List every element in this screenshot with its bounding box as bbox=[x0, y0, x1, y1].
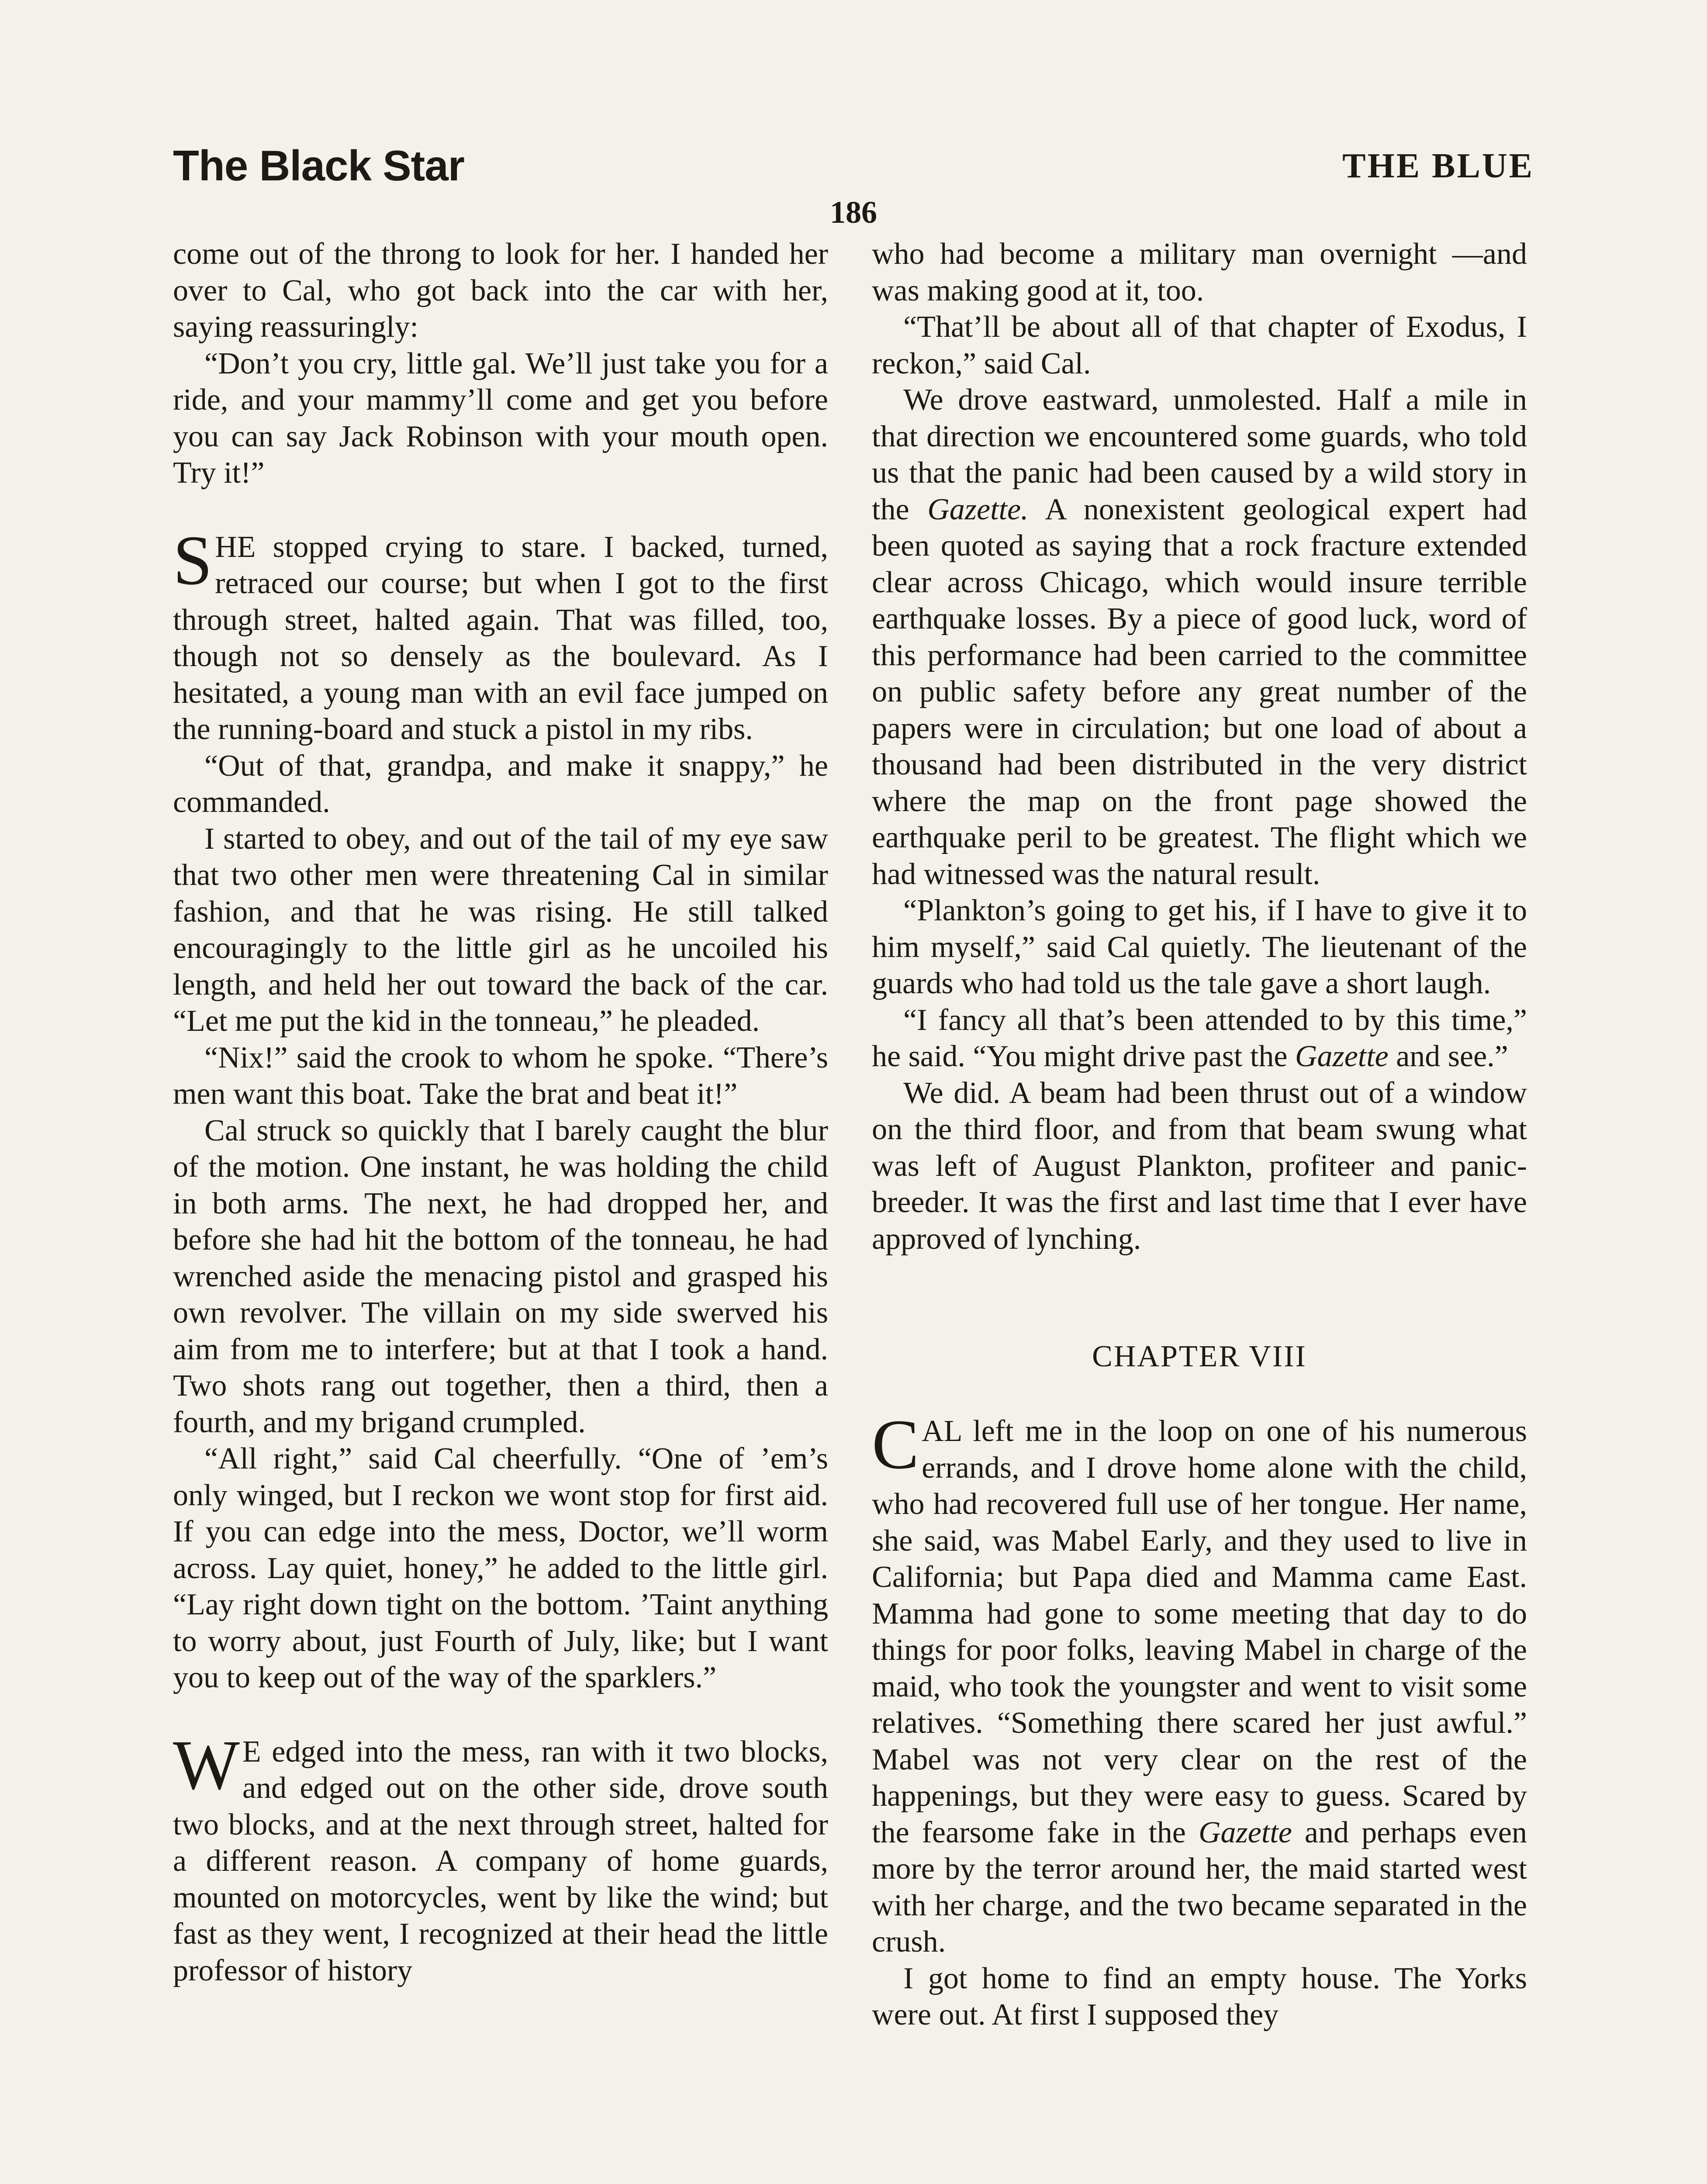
chapter-heading: CHAPTER VIII bbox=[1092, 1340, 1307, 1373]
paragraph: “Don’t you cry, little gal. We’ll just take you for a ride, and your mammy’ll come and get you before you can say Jack Robinson with your mouth open. Try it!” bbox=[173, 346, 828, 490]
paragraph: “That’ll be about all of that chapter of Exodus, I reckon,” said Cal. bbox=[872, 310, 1527, 380]
running-head-title: The Black Star bbox=[173, 142, 464, 190]
newspaper-name: Gazette. bbox=[927, 492, 1029, 526]
paragraph: who had become a military man overnight —and was making good at it, too. bbox=[872, 237, 1527, 308]
running-head bbox=[173, 144, 1534, 201]
paragraph: “Nix!” said the crook to whom he spoke. “There’s men want this boat. Take the brat and beat it!” bbox=[173, 1040, 828, 1111]
paragraph-text: We drove eastward, unmolested. Half a mile in that direction we encountered some guards, who told us that the panic had been caused by a wild story in the bbox=[872, 383, 1527, 526]
paragraph-dropcap bbox=[173, 1726, 828, 1989]
paragraph bbox=[872, 1002, 1527, 1075]
paragraph-text: and perhaps even more by the terror around her, the maid started west with her charge, and the two became separated in the crush. bbox=[872, 1815, 1527, 1959]
page-number: 186 bbox=[830, 195, 877, 230]
paragraph-text: HE stopped crying to stare. I backed, turned, retraced our course; but when I got to the first through street, halted again. That was filled, too, though not so densely as the boulevard. As I hesitated, a young man with an evil face jumped on the running-board and stuck a pistol in my ribs. bbox=[173, 530, 828, 746]
paragraph: I got home to find an empty house. The Yorks were out. At first I supposed they bbox=[872, 1961, 1527, 2032]
left-column bbox=[173, 236, 828, 1989]
drop-cap-letter: W bbox=[173, 1726, 240, 1804]
running-head-magazine: THE BLUE bbox=[1342, 147, 1534, 185]
paragraph-text: E edged into the mess, ran with it two blocks, and edged out on the other side, drove south two blocks, and at the next through street, halted for a different reason. A company of home guards, mounted on motorcycles, went by like the wind; but fast as they went, I recognized at their head the little professor of history bbox=[173, 1735, 828, 1987]
paragraph: I started to obey, and out of the tail of my eye saw that two other men were threatening Cal in similar fashion, and that he was rising. He still talked encouragingly to the little girl as he uncoiled his length, and held her out toward the back of the car. “Let me put the kid in the tonneau,” he pleaded. bbox=[173, 822, 828, 1038]
newspaper-name: Gazette bbox=[1295, 1040, 1389, 1073]
paragraph-dropcap bbox=[872, 1406, 1527, 1960]
paragraph-text: “I fancy all that’s been attended to by this time,” he said. “You might drive past the bbox=[872, 1003, 1527, 1073]
paragraph-text: AL left me in the loop on one of his numerous errands, and I drove home alone with the child, who had recovered full use of her tongue. Her name, she said, was Mabel Early, and they used to live in California; but Papa died and Mamma came East. Mamma had gone to some meeting that day to do things for poor folks, leaving Mabel in charge of the maid, who took the youngster and went to visit some relatives. “Something there scared her just awful.” Mabel was not very clear on the rest of the happenings, but they were easy to guess. Scared by the fearsome fake in the bbox=[872, 1414, 1527, 1849]
right-column bbox=[872, 236, 1527, 2033]
drop-cap-letter: S bbox=[173, 521, 213, 600]
paragraph: We did. A beam had been thrust out of a window on the third floor, and from that beam swung what was left of August Plankton, profiteer and panic-breeder. It was the first and last time that I ever have approved of lynching. bbox=[872, 1076, 1527, 1256]
paragraph-dropcap bbox=[173, 521, 828, 748]
paragraph: “Plankton’s going to get his, if I have to give it to him myself,” said Cal quietly. The lieutenant of the guards who had told us the tale gave a short laugh. bbox=[872, 894, 1527, 1000]
paragraph: Cal struck so quickly that I barely caught the blur of the motion. One instant, he was holding the child in both arms. The next, he had dropped her, and before she had hit the bottom of the tonneau, he had wrenched aside the menacing pistol and grasped his own revolver. The villain on my side swerved his aim from me to interfere; but at that I took a hand. Two shots rang out together, then a third, then a fourth, and my brigand crumpled. bbox=[173, 1113, 828, 1439]
newspaper-name: Gazette bbox=[1198, 1815, 1292, 1849]
paragraph-text: and see.” bbox=[1388, 1040, 1508, 1073]
paragraph-text: A nonexistent geological expert had been quoted as saying that a rock fracture extended clear across Chicago, which would insure terrible earthquake losses. By a piece of good luck, word of this performance had been carried to the committee on public safety before any great number of the papers were in circulation; but one load of about a thousand had been distributed in the very district where the map on the front page showed the earthquake peril to be greatest. The flight which we had witnessed was the natural result. bbox=[872, 492, 1527, 891]
paragraph: “Out of that, grandpa, and make it snappy,” he commanded. bbox=[173, 749, 828, 819]
paragraph: “All right,” said Cal cheerfully. “One of ’em’s only winged, but I reckon we wont stop for first aid. If you can edge into the mess, Doctor, we’ll worm across. Lay quiet, honey,” he added to the little girl. “Lay right down tight on the bottom. ’Taint anything to worry about, just Fourth of July, like; but I want you to keep out of the way of the sparklers.” bbox=[173, 1442, 828, 1694]
drop-cap-letter: C bbox=[872, 1406, 919, 1484]
paragraph bbox=[872, 382, 1527, 892]
paragraph: come out of the throng to look for her. I handed her over to Cal, who got back into the car with her, saying reassuringly: bbox=[173, 237, 828, 344]
